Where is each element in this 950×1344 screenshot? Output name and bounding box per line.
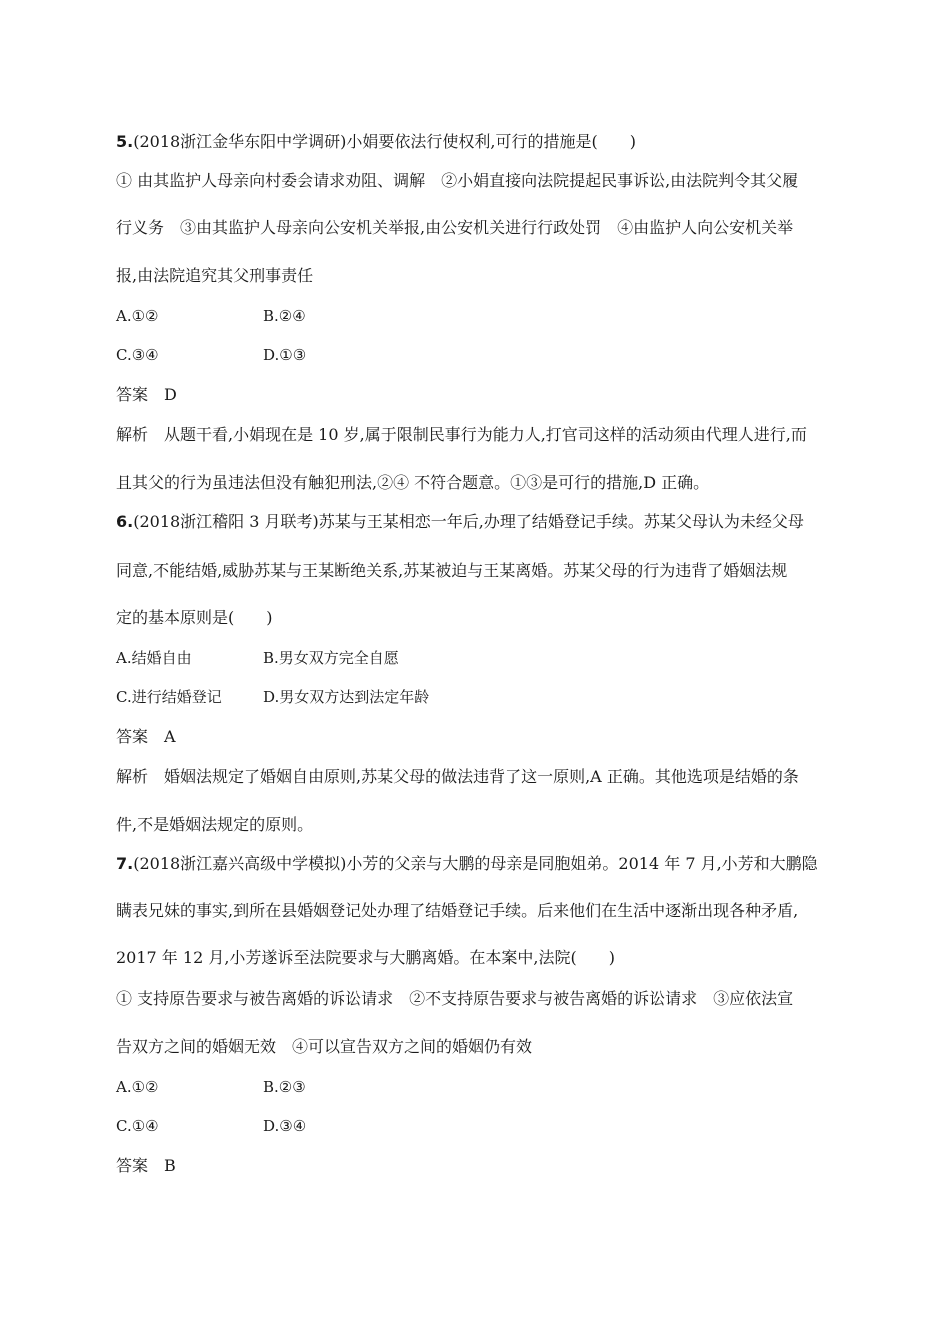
q6-option-b: B.男女双方完全自愿 (263, 649, 399, 667)
q6-answer: 答案 A (116, 727, 176, 746)
q7-stem-line-5: 告双方之间的婚姻无效 ④可以宣告双方之间的婚姻仍有效 (116, 1037, 533, 1056)
q6-option-a: A.结婚自由 (116, 649, 192, 667)
q5-analysis-line-2: 且其父的行为虽违法但没有触犯刑法,②④ 不符合题意。①③是可行的措施,D 正确。 (116, 473, 710, 492)
q5-option-c: C.③④ (116, 346, 159, 364)
q7-option-b: B.②③ (263, 1078, 306, 1096)
q5-stem-line-4: 报,由法院追究其父刑事责任 (116, 266, 314, 285)
q6-option-c: C.进行结婚登记 (116, 688, 222, 706)
q6-analysis-line-2: 件,不是婚姻法规定的原则。 (116, 815, 314, 834)
q5-stem-line-1: 5.(2018浙江金华东阳中学调研)小娟要依法行使权利,可行的措施是( ) (116, 132, 636, 151)
q6-stem-line-1: 6.(2018浙江稽阳 3 月联考)苏某与王某相恋一年后,办理了结婚登记手续。苏某父母认为未经父母 (116, 512, 804, 531)
q7-option-c: C.①④ (116, 1117, 159, 1135)
q5-option-d: D.①③ (263, 346, 307, 364)
q6-stem-line-2: 同意,不能结婚,威胁苏某与王某断绝关系,苏某被迫与王某离婚。苏某父母的行为违背了婚姻法规 (116, 561, 788, 580)
q7-option-a: A.①② (116, 1078, 159, 1096)
q7-answer: 答案 B (116, 1156, 176, 1175)
q5-stem-line-3: 行义务 ③由其监护人母亲向公安机关举报,由公安机关进行行政处罚 ④由监护人向公安机关举 (116, 218, 794, 237)
q6-stem-line-3: 定的基本原则是( ) (116, 608, 273, 627)
q5-number: 5. (116, 132, 134, 151)
q5-stem-line-2: ① 由其监护人母亲向村委会请求劝阻、调解 ②小娟直接向法院提起民事诉讼,由法院判令其父履 (116, 171, 799, 190)
q6-option-d: D.男女双方达到法定年龄 (263, 688, 430, 706)
q5-answer: 答案 D (116, 385, 177, 404)
q5-analysis-line-1: 解析 从题干看,小娟现在是 10 岁,属于限制民事行为能力人,打官司这样的活动须由代理人进行,而 (116, 425, 807, 444)
q7-stem-line-4: ① 支持原告要求与被告离婚的诉讼请求 ②不支持原告要求与被告离婚的诉讼请求 ③应依法宣 (116, 989, 794, 1008)
q5-option-a: A.①② (116, 307, 159, 325)
q6-number: 6. (116, 512, 134, 531)
q5-option-b: B.②④ (263, 307, 306, 325)
q7-stem-line-2: 瞒表兄妹的事实,到所在县婚姻登记处办理了结婚登记手续。后来他们在生活中逐渐出现各种矛盾, (116, 901, 799, 920)
q7-number: 7. (116, 854, 134, 873)
q7-stem-line-1: 7.(2018浙江嘉兴高级中学模拟)小芳的父亲与大鹏的母亲是同胞姐弟。2014 年 7 月,小芳和大鹏隐 (116, 854, 818, 873)
q7-option-d: D.③④ (263, 1117, 307, 1135)
q6-analysis-line-1: 解析 婚姻法规定了婚姻自由原则,苏某父母的做法违背了这一原则,A 正确。其他选项是结婚的条 (116, 767, 799, 786)
q7-stem-line-3: 2017 年 12 月,小芳遂诉至法院要求与大鹏离婚。在本案中,法院( ) (116, 948, 615, 967)
